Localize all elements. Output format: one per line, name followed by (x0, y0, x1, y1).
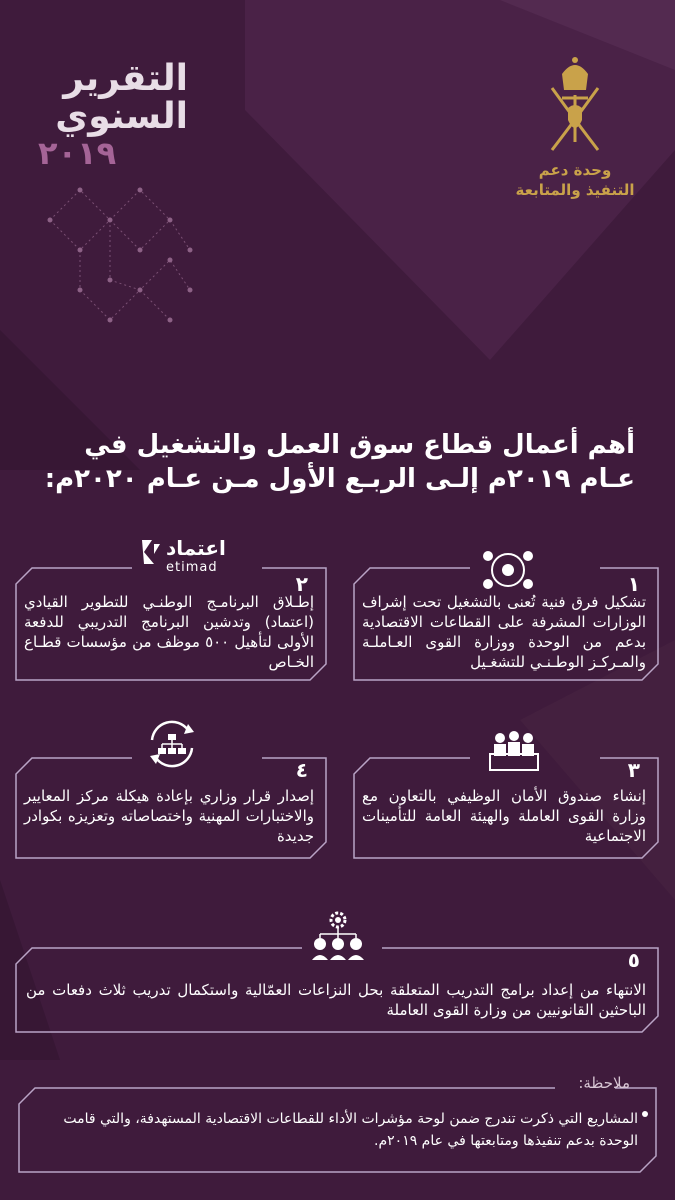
card-text: إطـلاق البرنامـج الوطنـي للتطوير القيادي (اعتماد) وتدشين البرنامج التدريبي للدفعة الأولى لتأهيل ٥٠٠ موظف من مؤسسات قطـاع الخـاص (24, 593, 315, 671)
card-number: ٣ (627, 758, 640, 782)
card-4 (12, 738, 330, 866)
card-2 (12, 536, 330, 688)
logo-line2: التنفيذ والمتابعة (515, 181, 635, 199)
card-number: ٤ (295, 758, 308, 782)
workers-icon (488, 728, 540, 772)
report-title-line1: التقرير (63, 58, 188, 99)
card-3 (350, 738, 662, 866)
card-5 (12, 928, 662, 1040)
network-gear-icon (308, 910, 368, 962)
note-text: المشاريع التي ذكرت تندرج ضمن لوحة مؤشرات الأداء للقطاعات الاقتصادية المستهدفة، والتي قامت الوحدة بدعم تنفيذها ومتابعتها في عام ٢٠١٩م. (63, 1111, 638, 1149)
card-1 (350, 548, 662, 688)
note-label: ملاحظة: (578, 1074, 630, 1092)
card-number: ١ (627, 572, 640, 596)
card-text: إصدار قرار وزاري بإعادة هيكلة مركز المعايير والاختبارات المهنية واختصاصاته وتعزيزه بكوادر جديدة (24, 787, 314, 845)
card-number: ٢ (295, 572, 308, 596)
bullet-icon (642, 1111, 648, 1117)
section-heading-line1: أهم أعمال قطاع سوق العمل والتشغيل في (84, 430, 635, 460)
organization-logo (505, 50, 645, 200)
etimad-logo-arabic: اعتماد (166, 536, 226, 560)
etimad-mark-icon (140, 538, 162, 566)
etimad-logo-english: etimad (166, 560, 218, 575)
dot-network-decoration (40, 180, 200, 340)
note-box (15, 1074, 660, 1178)
team-circle-icon (480, 548, 536, 592)
section-heading (40, 428, 635, 496)
card-text: الانتهاء من إعداد برامج التدريب المتعلقة بحل النزاعات العمّالية واستكمال تدريب ثلاث دفعات من الباحثين القانونيين من وزارة القوى العاملة (26, 981, 646, 1019)
etimad-logo (140, 536, 240, 580)
section-heading-line2: عـام ٢٠١٩م إلـى الربـع الأول مـن عـام ٢٠٢٠م: (44, 464, 635, 494)
restructure-icon (144, 718, 200, 770)
card-number: ٥ (627, 948, 640, 972)
report-title-line2: السنوي (55, 96, 188, 137)
khanjar-emblem-icon (540, 50, 610, 160)
card-text: تشكيل فرق فنية تُعنى بالتشغيل تحت إشراف الوزارات المشرفة على القطاعات الاقتصادية بدعم من الوحدة ووزارة القوى العـاملـة والمـركـز الوطـنـي للتشغـيل (362, 593, 646, 671)
logo-line1: وحدة دعم (538, 161, 612, 179)
card-text: إنشاء صندوق الأمان الوظيفي بالتعاون مع وزارة القوى العاملة والهيئة العامة للتأمينات الاجتماعية (362, 787, 646, 845)
report-title (38, 60, 188, 170)
report-year: ٢٠١٩ (38, 134, 117, 172)
